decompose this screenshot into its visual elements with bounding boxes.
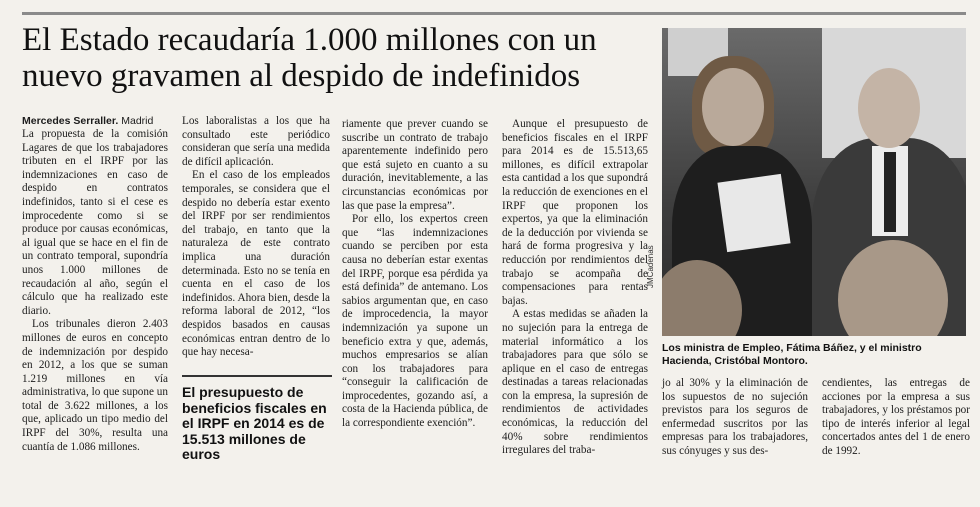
photo-caption: Los ministra de Empleo, Fátima Báñez, y el ministro Hacienda, Cristóbal Montoro. — [662, 342, 922, 367]
byline-place: Madrid — [118, 115, 154, 127]
paragraph: Aunque el presupuesto de beneficios fiscales en el IRPF para 2014 es de 15.513,65 millones, es difícil extrapolar esta cantidad a los que supondrá la reducción de exenciones en el IRPF que proponen los expertos, ya que la eliminación de la deducción por vivienda se hará de forma progresiva y la reducción por rendimientos del trabajo se acompaña de compensaciones para rentas bajas. — [502, 118, 648, 307]
photo-credit: JMCadenas — [646, 245, 655, 288]
paragraph: Por ello, los expertos creen que “las indemnizaciones cuando se perciben por esta causa no deberían estar exentas del IRPF, porque esa pérdida ya está definida” de antemano. Los sabios argumentan que, en caso de improcedencia, la mayor indemnización ya supone un beneficio extra y que, además, muchos empresarios se alían con los trabajadores para “conseguir la calificación de improcedentes, gozando así, a costa de la Hacienda pública, de la correspondiente exención”. — [342, 213, 488, 430]
column-2 — [182, 115, 330, 360]
news-photo — [662, 28, 966, 336]
paragraph: La propuesta de la comisión Lagares de que los trabajadores tributen en el IRPF por las indemnizaciones en caso de despido en contratos indefinidos, tanto si el cese es improcedente como si se produce por causas económicas, al igual que se hace en el fin de un contrato temporal, supondría unos 1.000 millones de recaudación al año, según el cálculo que ha realizado este diario. — [22, 128, 168, 317]
pull-quote-text: El presupuesto de beneficios fiscales en el IRPF en 2014 es de 15.513 millones de euros — [182, 384, 327, 462]
man-tie — [884, 152, 896, 232]
byline — [22, 115, 168, 128]
paragraph: En el caso de los empleados temporales, se considera que el despido no debería estar exento del IRPF por ser rendimientos del trabajo, en tanto que la naturaleza de este contrato implica una duración determinada. Esto no se tenía en cuenta en el caso de los indefinidos. Ahora bien, desde la reforma laboral de 2012, “los despidos basados en causas económicas entran dentro de lo que hay necesa- — [182, 169, 330, 359]
column-1 — [22, 115, 168, 454]
man-head — [858, 68, 920, 148]
column-6 — [822, 377, 970, 459]
pull-quote — [182, 375, 332, 463]
column-5 — [662, 377, 808, 459]
woman-head — [702, 68, 764, 146]
headline: El Estado recaudaría 1.000 millones con un nuevo gravamen al despido de indefinidos — [22, 22, 597, 94]
paragraph: Los tribunales dieron 2.403 millones de euros en concepto de indemnización por despido en 2012, a los que se suman 1.219 millones en vía administrativa, lo que supone un total de 3.622 millones, a los que, aplicado un tipo medio del IRPF del 30%, resulta una cuantía de 1.086 millones. — [22, 318, 168, 453]
paragraph: jo al 30% y la eliminación de los supuestos de no sujeción previstos para los seguros de enfermedad suscritos por las empresas para los trabajadores, sus cónyuges y sus des- — [662, 377, 808, 457]
byline-author: Mercedes Serraller. — [22, 115, 119, 127]
column-3 — [342, 118, 488, 431]
paragraph: riamente que prever cuando se suscribe un contrato de trabajo aparentemente indefinido pero que está sujeto en cuanto a su duración, inevitablemente, a las circunstancias económicas por las que pase la empresa”. — [342, 118, 488, 212]
paragraph: cendientes, las entregas de acciones por la empresa a sus trabajadores, y los préstamos por tipo de interés inferior al legal concertados antes del 1 de enero de 1992. — [822, 377, 970, 457]
paragraph: Los laboralistas a los que ha consultado este periódico consideran que sería una medida de difícil aplicación. — [182, 115, 330, 168]
top-rule — [22, 12, 966, 15]
column-4 — [502, 118, 648, 458]
held-papers — [717, 174, 790, 252]
paragraph: A estas medidas se añaden la no sujeción para la entrega de material informático a los trabajadores para que sólo se aplique en el caso de entregas destinadas a tareas relacionadas con la empresa, la supresión de rendimientos de actividades económicas, la reducción del 40% sobre rendimientos irregulares del traba- — [502, 308, 648, 457]
